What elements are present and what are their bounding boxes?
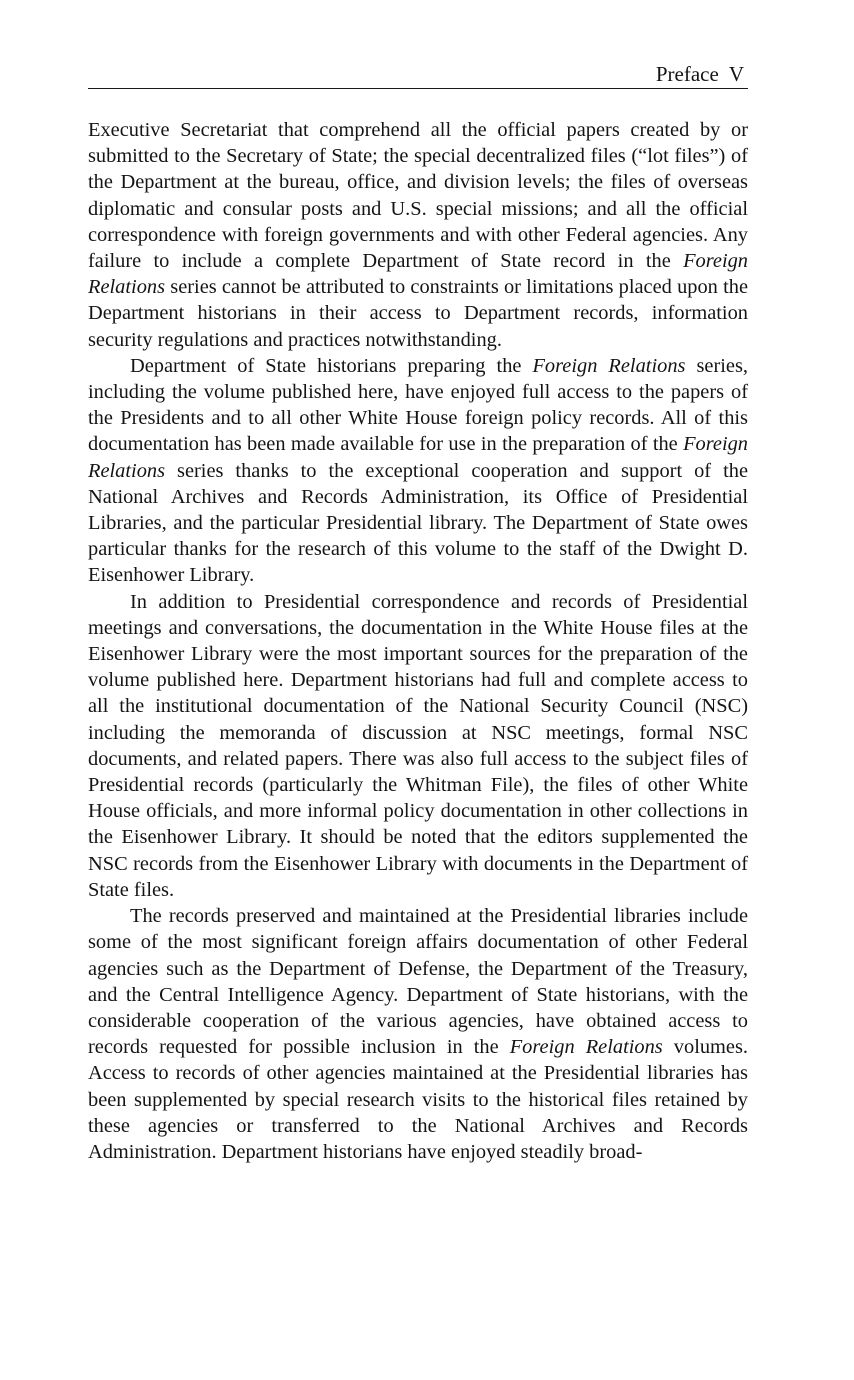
italic-title: Foreign Relations	[88, 250, 748, 299]
text-segment: The records preserved and maintained at the Presidential libraries include some of the most significant foreign affairs documentation of other Federal agencies such as the Department of Defense, the Department of the Treasury, and the Central Intelligence Agency. Department of State historians, with the considerable cooperation of the various agencies, have obtained access to records requested for possible inclusion in the	[88, 905, 748, 1059]
text-segment: series thanks to the exceptional cooperation and support of the National Archives and Records Administration, its Office of Presidential Libraries, and the particular Presidential library. The Department of State owes particular thanks for the research of this volume to the staff of the Dwight D. Eisenhower Library.	[88, 459, 748, 587]
paragraph	[88, 903, 748, 1165]
text-segment: series cannot be attributed to constraints or limitations placed upon the Department historians in their access to Department records, information security regulations and practices notwithstanding.	[88, 276, 748, 351]
paragraph	[88, 589, 748, 903]
text-segment: volumes. Access to records of other agencies maintained at the Presidential libraries has been supplemented by special research visits to the historical files retained by these agencies or transferred to the National Archives and Records Administration. Department historians have enjoyed steadily broad-	[88, 1036, 749, 1163]
italic-title: Foreign Relations	[532, 354, 686, 377]
italic-title: Foreign Relations	[88, 433, 748, 482]
page-number: V	[728, 62, 744, 86]
paragraph	[88, 353, 748, 589]
text-segment: series, including the volume published here, have enjoyed full access to the papers of the Presidents and to all other White House foreign policy records. All of this documentation has been made available for use in the preparation of the	[88, 354, 748, 456]
section-title: Preface	[655, 62, 719, 86]
running-head	[88, 60, 748, 88]
body-text	[88, 117, 748, 1165]
text-segment: In addition to Presidential correspondence and records of Presidential meetings and conversations, the documentation in the White House files at the Eisenhower Library were the most important sources for the preparation of the volume published here. Department historians had full and complete access to all the institutional documentation of the National Security Council (NSC) including the memoranda of discussion at NSC meetings, formal NSC documents, and related papers. There was also full access to the subject files of Presidential records (particularly the Whitman File), the files of other White House officials, and more informal policy documentation in other collections in the Eisenhower Library. It should be noted that the editors supplemented the NSC records from the Eisenhower Library with documents in the Department of State files.	[88, 590, 748, 901]
header-rule	[88, 88, 748, 89]
book-page	[88, 60, 748, 1165]
text-segment: Department of State historians preparing the	[130, 354, 533, 377]
italic-title: Foreign Relations	[509, 1036, 663, 1059]
text-segment: Executive Secretariat that comprehend all the official papers created by or submitted to the Secretary of State; the special decentralized files (“lot files”) of the Department at the bureau, office, and division levels; the files of overseas diplomatic and consular posts and U.S. special missions; and all the official correspondence with foreign governments and with other Federal agencies. Any failure to include a complete Department of State record in the	[88, 119, 748, 273]
paragraph	[88, 117, 748, 353]
